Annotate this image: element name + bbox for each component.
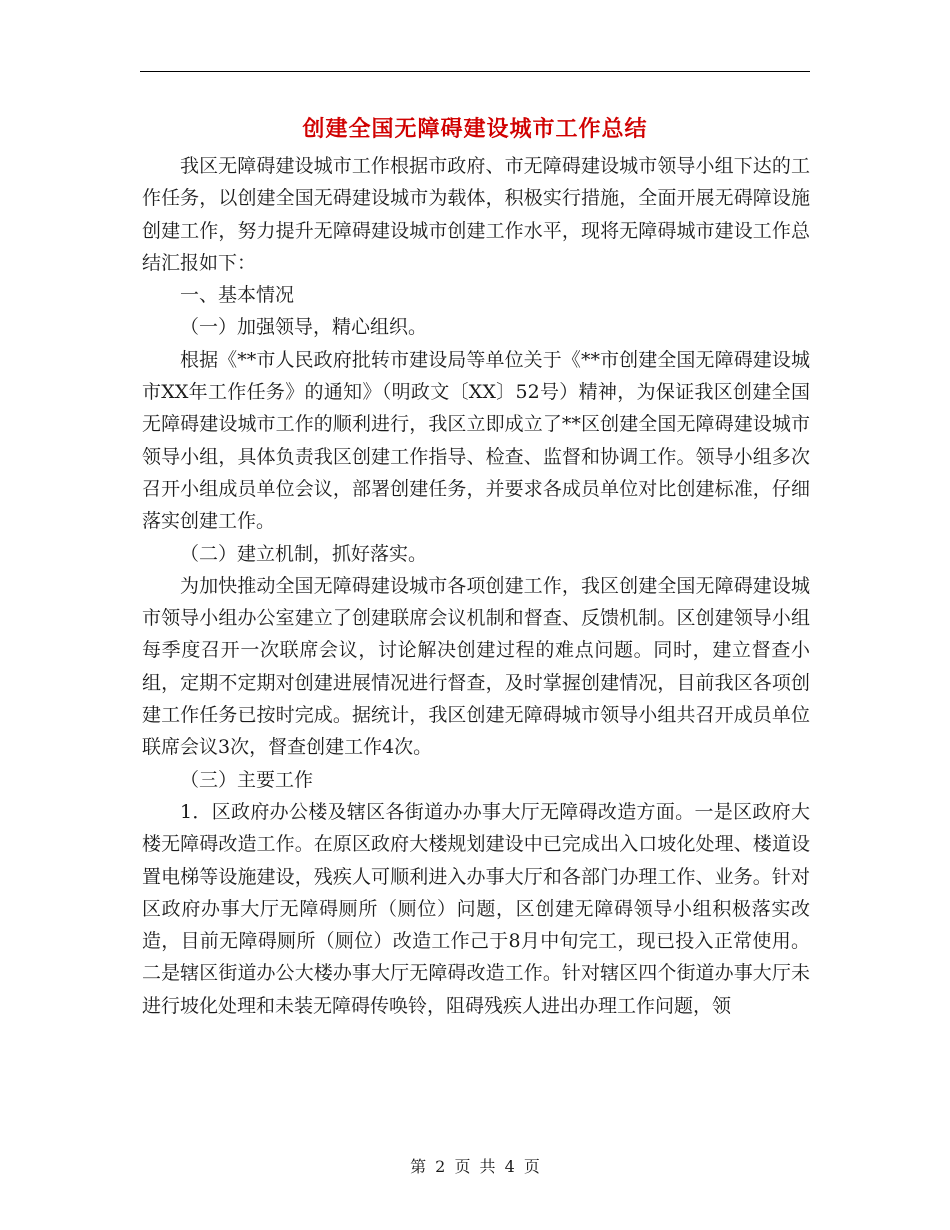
subheading-main-work: （三）主要工作 bbox=[180, 768, 314, 791]
page-footer: 第 2 页 共 4 页 bbox=[410, 1157, 540, 1176]
main-work-paragraph: 1．区政府办公楼及辖区各街道办办事大厅无障碍改造方面。一是区政府大楼无障碍改造工作。在原区政府大楼规划建设中已完成出入口坡化处理、楼道设置电梯等设施建设，残疾人可顺利进入办事大厅和各部门办理工作、业务。针对区政府办事大厅无障碍厕所（厕位）问题，区创建无障碍领导小组积极落实改造，目前无障碍厕所（厕位）改造工作己于8月中旬完工，现已投入正常使用。二是辖区街道办公大楼办事大厅无障碍改造工作。针对辖区四个街道办事大厅未进行坡化处理和未装无障碍传唤铃，阻碍残疾人进出办理工作问题，领 bbox=[142, 800, 810, 1017]
mechanism-paragraph: 为加快推动全国无障碍建设城市各项创建工作，我区创建全国无障碍建设城市领导小组办公室建立了创建联席会议机制和督查、反馈机制。区创建领导小组每季度召开一次联席会议，讨论解决创建过程的难点问题。同时，建立督查小组，定期不定期对创建进展情况进行督查，及时掌握创建情况，目前我区各项创建工作任务已按时完成。据统计，我区创建无障碍城市领导小组共召开成员单位联席会议3次，督查创建工作4次。 bbox=[142, 574, 810, 759]
section-heading-basic: 一、基本情况 bbox=[180, 284, 295, 307]
subheading-mechanism: （二）建立机制，抓好落实。 bbox=[180, 542, 428, 565]
document-body bbox=[142, 150, 810, 1022]
document-title: 创建全国无障碍建设城市工作总结 bbox=[302, 117, 648, 142]
subheading-leadership: （一）加强领导，精心组织。 bbox=[180, 316, 428, 339]
intro-paragraph: 我区无障碍建设城市工作根据市政府、市无障碍建设城市领导小组下达的工作任务，以创建全国无碍建设城市为载体，积极实行措施，全面开展无碍障设施创建工作，努力提升无障碍建设城市创建工作水平，现将无障碍城市建设工作总结汇报如下： bbox=[142, 155, 810, 274]
header-rule bbox=[140, 71, 810, 72]
leadership-paragraph: 根据《**市人民政府批转市建设局等单位关于《**市创建全国无障碍建设城市XX年工作任务》的通知》（明政文〔XX〕52号）精神，为保证我区创建全国无障碍建设城市工作的顺利进行，我区立即成立了**区创建全国无障碍建设城市领导小组，具体负责我区创建工作指导、检查、监督和协调工作。领导小组多次召开小组成员单位会议，部署创建任务，并要求各成员单位对比创建标准，仔细落实创建工作。 bbox=[142, 348, 810, 533]
